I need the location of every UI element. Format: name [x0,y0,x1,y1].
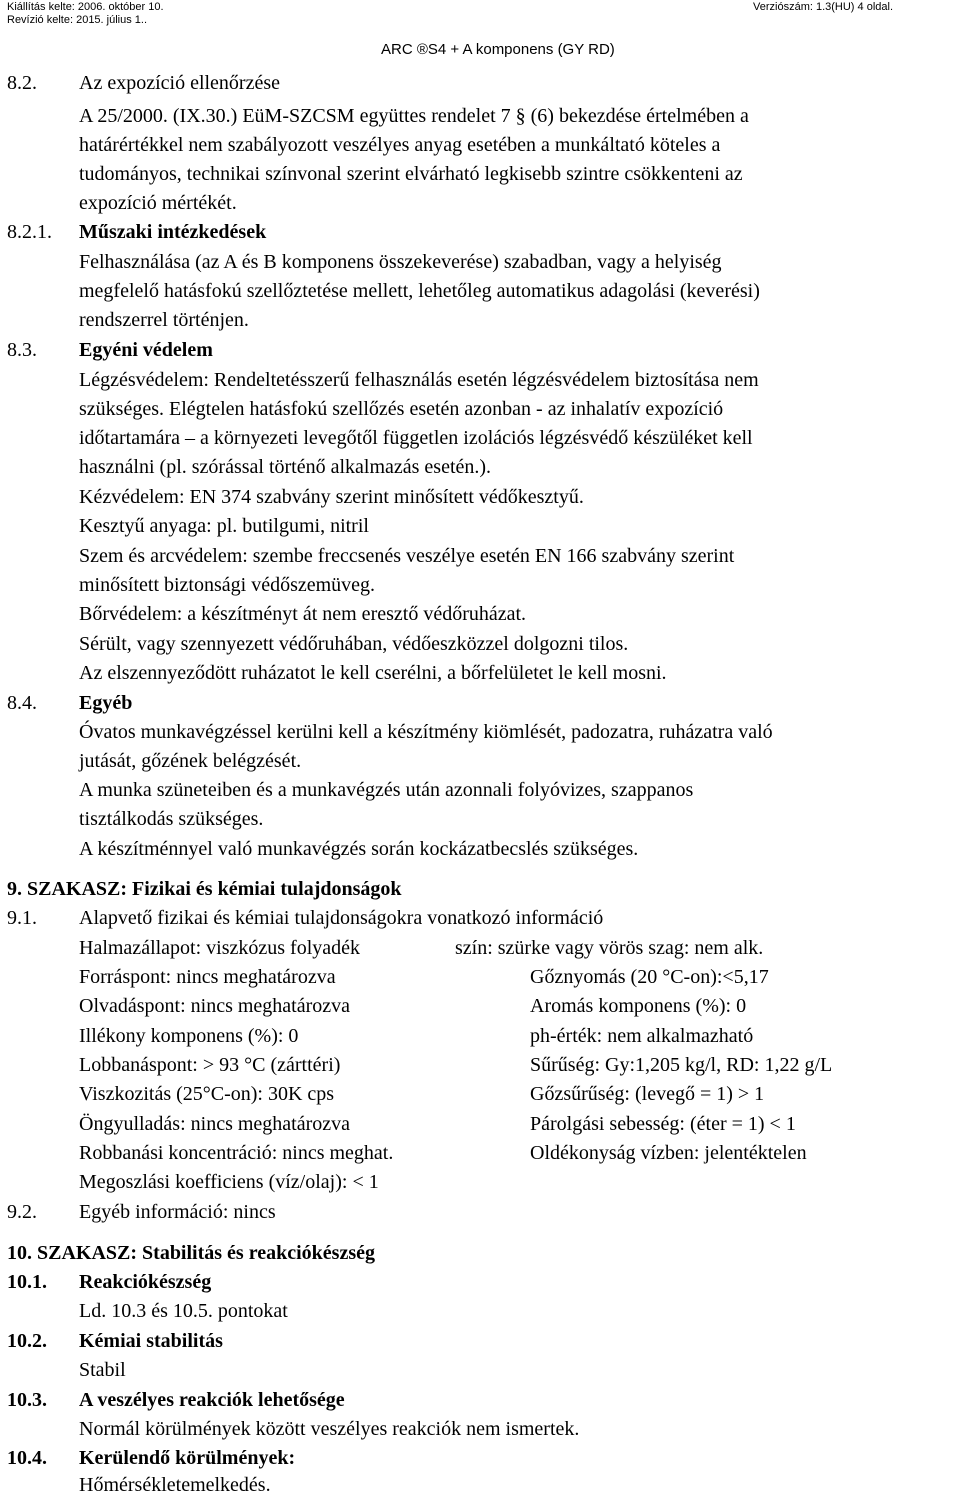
property-partition: Megoszlási koefficiens (víz/olaj): < 1 [79,1171,379,1193]
property-right: Gőzsűrűség: (levegő = 1) > 1 [530,1083,765,1105]
property-right: ph-érték: nem alkalmazható [530,1025,754,1047]
paragraph-line: szükséges. Elégtelen hatásfokú szellőzés esetén azonban - az inhalatív expozíció [79,398,724,420]
paragraph-line: Az elszennyeződött ruházatot le kell cserélni, a bőrfelületet le kell mosni. [79,662,667,684]
property-left: Öngyulladás: nincs meghatározva [79,1113,351,1135]
paragraph-line: minősített biztonsági védőszemüveg. [79,574,376,596]
section-text: Stabil [79,1359,126,1381]
property-left: Illékony komponens (%): 0 [79,1025,299,1047]
paragraph-line: megfelelő hatásfokú szellőztetése mellett, lehetőleg automatikus adagolási (keverési) [79,280,760,302]
chapter-title: 10. SZAKASZ: Stabilitás és reakciókészség [7,1242,375,1264]
section-text: Ld. 10.3 és 10.5. pontokat [79,1300,288,1322]
revision-date: Revízió kelte: 2015. július 1.. [7,14,148,26]
paragraph-line: Óvatos munkavégzéssel kerülni kell a készítmény kiömlését, padozatra, ruházatra való [79,721,773,743]
paragraph-line: Kézvédelem: EN 374 szabvány szerint minősített védőkesztyű. [79,486,584,508]
paragraph-line: tudományos, technikai színvonal szerint elvárható legkisebb szintre csökkenteni az [79,163,743,185]
section-number: 8.2.1. [7,221,52,243]
paragraph-line: használni (pl. szórással történő alkalmazás esetén.). [79,456,492,478]
paragraph-line: expozíció mértékét. [79,192,237,214]
section-title: Kerülendő körülmények: [79,1447,296,1469]
property-color-smell: szín: szürke vagy vörös szag: nem alk. [455,937,764,959]
section-title: A veszélyes reakciók lehetősége [79,1389,345,1411]
section-number: 9.1. [7,907,37,929]
paragraph-line: Szem és arcvédelem: szembe freccsenés veszélye esetén EN 166 szabvány szerint [79,545,735,567]
paragraph-line: Kesztyű anyaga: pl. butilgumi, nitril [79,515,369,537]
section-number: 10.1. [7,1271,47,1293]
section-number: 9.2. [7,1201,37,1223]
section-number: 10.2. [7,1330,47,1352]
paragraph-line: Légzésvédelem: Rendeltetésszerű felhasználás esetén légzésvédelem biztosítása nem [79,369,759,391]
chapter-title: 9. SZAKASZ: Fizikai és kémiai tulajdonságok [7,878,402,900]
paragraph-line: A munka szüneteiben és a munkavégzés után azonnali folyóvizes, szappanos [79,779,694,801]
section-number: 8.4. [7,692,37,714]
section-number: 8.2. [7,72,37,94]
paragraph-line: Bőrvédelem: a készítményt át nem eresztő védőruházat. [79,603,527,625]
section-title: Egyéb [79,692,133,714]
property-right: Aromás komponens (%): 0 [530,995,747,1017]
section-title: Egyéni védelem [79,339,213,361]
property-right: Párolgási sebesség: (éter = 1) < 1 [530,1113,796,1135]
property-right: Oldékonyság vízben: jelentéktelen [530,1142,807,1164]
issue-date: Kiállítás kelte: 2006. október 10. [7,1,164,13]
paragraph-line: tisztálkodás szükséges. [79,808,264,830]
version-number: Verziószám: 1.3(HU) 4 oldal. [753,1,893,13]
property-state: Halmazállapot: viszkózus folyadék [79,937,361,959]
property-left: Forráspont: nincs meghatározva [79,966,336,988]
section-number: 10.3. [7,1389,47,1411]
paragraph-line: jutását, gőzének belégzését. [79,750,302,772]
property-right: Sűrűség: Gy:1,205 kg/l, RD: 1,22 g/L [530,1054,833,1076]
paragraph-line: időtartamára – a környezeti levegőtől független izolációs légzésvédő készüléket kell [79,427,753,449]
paragraph-line: rendszerrel történjen. [79,309,249,331]
product-name: ARC ®S4 + A komponens (GY RD) [381,41,615,58]
property-left: Lobbanáspont: > 93 °C (zárttéri) [79,1054,341,1076]
paragraph-line: Felhasználása (az A és B komponens összekeverése) szabadban, vagy a helyiség [79,251,722,273]
section-number: 8.3. [7,339,37,361]
section-title: Alapvető fizikai és kémiai tulajdonságokra vonatkozó információ [79,907,604,929]
paragraph-line: határértékkel nem szabályozott veszélyes anyag esetében a munkáltató köteles a [79,134,721,156]
section-number: 10.4. [7,1447,47,1469]
paragraph-line: A 25/2000. (IX.30.) EüM-SZCSM együttes rendelet 7 § (6) bekezdése értelmében a [79,105,749,127]
property-left: Robbanási koncentráció: nincs meghat. [79,1142,394,1164]
section-text: Normál körülmények között veszélyes reakciók nem ismertek. [79,1418,580,1440]
property-right: Gőznyomás (20 °C-on):<5,17 [530,966,769,988]
property-left: Viszkozitás (25°C-on): 30K cps [79,1083,335,1105]
paragraph-line: Sérült, vagy szennyezett védőruhában, védőeszközzel dolgozni tilos. [79,633,629,655]
document-header-left [7,1,164,27]
section-title: Az expozíció ellenőrzése [79,72,281,94]
section-title: Kémiai stabilitás [79,1330,223,1352]
paragraph-line: A készítménnyel való munkavégzés során kockázatbecslés szükséges. [79,838,639,860]
section-text: Egyéb információ: nincs [79,1201,276,1223]
section-title: Műszaki intézkedések [79,221,267,243]
section-title: Reakciókészség [79,1271,212,1293]
property-left: Olvadáspont: nincs meghatározva [79,995,351,1017]
section-text: Hőmérsékletemelkedés. [79,1474,271,1496]
